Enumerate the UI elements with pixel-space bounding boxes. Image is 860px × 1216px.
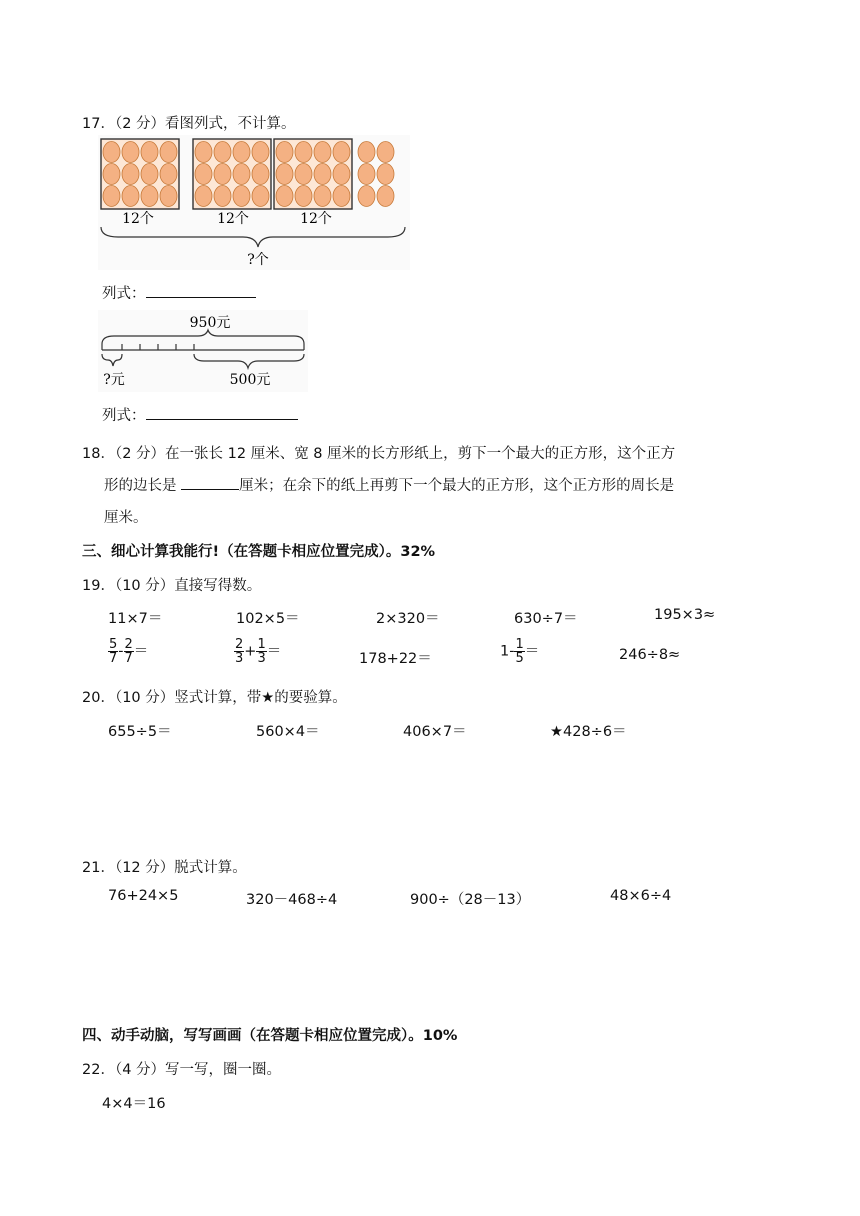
vertical-calc-item: 560×4＝ — [256, 724, 320, 740]
group-label-2: 12个 — [217, 211, 249, 227]
calc-item: 630÷7＝ — [514, 611, 578, 627]
egg — [233, 142, 250, 163]
egg — [377, 186, 394, 207]
egg — [103, 142, 120, 163]
answer-blank-2[interactable] — [146, 405, 298, 420]
egg — [160, 186, 177, 207]
egg-group-2 — [193, 139, 271, 209]
fraction-item-1: $\frac{5}{7}$ - $\frac{2}{7}$ ＝ — [109, 637, 149, 666]
egg — [195, 186, 212, 207]
egg — [377, 142, 394, 163]
total-money-label: 950元 — [189, 315, 231, 331]
egg-group-3 — [274, 139, 352, 209]
q18-text-a: 形的边长是 — [104, 478, 177, 494]
side-length-blank[interactable] — [181, 475, 239, 490]
egg — [333, 164, 350, 185]
formula-label: 列式： — [102, 408, 146, 424]
calc-item: 2×320＝ — [376, 611, 440, 627]
egg — [122, 142, 139, 163]
egg — [295, 164, 312, 185]
formula-line-2 — [102, 404, 298, 425]
egg — [276, 142, 293, 163]
egg — [358, 186, 375, 207]
egg — [122, 164, 139, 185]
egg — [358, 142, 375, 163]
egg-groups-figure — [98, 135, 410, 270]
egg — [160, 164, 177, 185]
q18-line-1: 18．（2 分）在一张长 12 厘米、宽 8 厘米的长方形纸上，剪下一个最大的正方形，这个正方 — [82, 446, 676, 462]
answer-blank-1[interactable] — [146, 283, 256, 298]
step-calc-item: 320－468÷4 — [246, 892, 338, 908]
egg — [314, 142, 331, 163]
egg — [141, 186, 158, 207]
calc-item: 11×7＝ — [108, 611, 163, 627]
egg — [103, 164, 120, 185]
group-label-1: 12个 — [122, 211, 154, 227]
fraction-item-4: 1- $\frac{1}{5}$ ＝ — [500, 637, 540, 666]
egg — [252, 186, 269, 207]
egg — [122, 186, 139, 207]
egg — [333, 142, 350, 163]
part-money-label: 500元 — [229, 372, 271, 388]
step-calc-item: 900÷（28－13） — [410, 892, 531, 908]
egg — [276, 164, 293, 185]
egg — [141, 142, 158, 163]
egg — [276, 186, 293, 207]
egg — [195, 164, 212, 185]
egg — [160, 142, 177, 163]
calc-item: 102×5＝ — [236, 611, 300, 627]
formula-label: 列式： — [102, 286, 146, 302]
calc-item: 195×3≈ — [654, 607, 716, 623]
total-label: ?个 — [247, 252, 269, 268]
q22-equation: 4×4＝16 — [102, 1096, 166, 1112]
calc-item: 178+22＝ — [359, 651, 432, 667]
egg — [314, 186, 331, 207]
egg — [214, 142, 231, 163]
egg — [252, 164, 269, 185]
egg — [295, 186, 312, 207]
q18-line-2 — [104, 474, 674, 495]
egg-group-1 — [101, 139, 179, 209]
egg — [333, 186, 350, 207]
vertical-calc-item: 406×7＝ — [403, 724, 467, 740]
step-calc-item: 48×6÷4 — [610, 888, 672, 904]
egg — [358, 164, 375, 185]
q18-line-3: 厘米。 — [104, 510, 148, 526]
step-calc-item: 76+24×5 — [108, 888, 179, 904]
section-3-title: 三、细心计算我能行!（在答题卡相应位置完成）。32% — [82, 544, 436, 560]
egg — [377, 164, 394, 185]
formula-line-1 — [102, 282, 256, 303]
egg — [195, 142, 212, 163]
egg — [214, 186, 231, 207]
q20-heading: 20．（10 分）竖式计算，带★的要验算。 — [82, 690, 347, 706]
egg — [295, 142, 312, 163]
vertical-calc-item: 655÷5＝ — [108, 724, 172, 740]
group-label-3: 12个 — [300, 211, 332, 227]
fraction-item-2: $\frac{2}{3}$ + $\frac{1}{3}$ ＝ — [235, 637, 282, 666]
calc-item: 246÷8≈ — [619, 647, 681, 663]
egg — [103, 186, 120, 207]
vertical-calc-item-check: ★428÷6＝ — [550, 724, 627, 740]
unknown-money-label: ?元 — [103, 372, 125, 388]
egg — [233, 164, 250, 185]
q18-text-b: 厘米；在余下的纸上再剪下一个最大的正方形，这个正方形的周长是 — [239, 478, 675, 494]
section-4-title: 四、动手动脑，写写画画（在答题卡相应位置完成）。10% — [82, 1028, 458, 1044]
egg — [214, 164, 231, 185]
egg — [141, 164, 158, 185]
egg — [314, 164, 331, 185]
money-line-figure — [98, 310, 308, 392]
q17-heading: 17．（2 分）看图列式，不计算。 — [82, 116, 296, 132]
q21-heading: 21．（12 分）脱式计算。 — [82, 860, 247, 876]
q19-heading: 19．（10 分）直接写得数。 — [82, 578, 262, 594]
egg — [252, 142, 269, 163]
egg — [233, 186, 250, 207]
q22-heading: 22．（4 分）写一写，圈一圈。 — [82, 1062, 282, 1078]
